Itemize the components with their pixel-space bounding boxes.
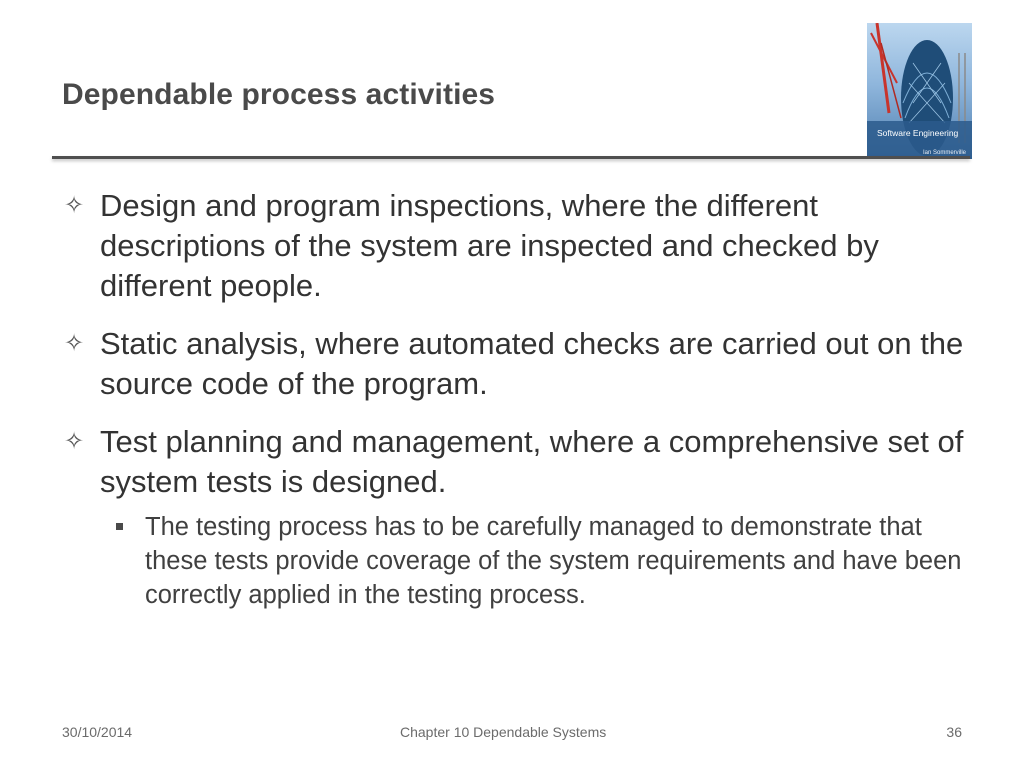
cover-title: Software Engineering: [877, 128, 959, 138]
footer-date: 30/10/2014: [62, 724, 133, 740]
footer-chapter: Chapter 10 Dependable Systems: [400, 724, 607, 740]
cover-author: Ian Sommerville: [922, 150, 966, 156]
slide-title: Dependable process activities: [62, 78, 496, 111]
sub-bullet-text: The testing process has to be carefully managed to demonstrate that these tests provide coverage of the system requirements and have been correctly applied in the testing process.: [145, 513, 962, 609]
bullet-item: [62, 422, 972, 502]
footer-page-number: 36: [946, 724, 962, 740]
bullet-text: Static analysis, where automated checks are carried out on the source code of the program.: [100, 326, 964, 401]
bullet-text: Test planning and management, where a comprehensive set of system tests is designed.: [100, 424, 964, 499]
bullet-item: [62, 324, 972, 404]
book-cover-image: [867, 23, 972, 159]
bullet-text: Design and program inspections, where the different descriptions of the system are inspected and checked by different people.: [100, 188, 879, 303]
square-bullet-icon: [116, 523, 123, 530]
star-bullet-icon: ✧: [64, 192, 85, 219]
sub-bullet-item: [62, 510, 972, 612]
slide-content: [62, 186, 972, 612]
title-divider: [52, 156, 970, 159]
bullet-item: [62, 186, 972, 306]
star-bullet-icon: ✧: [64, 428, 85, 455]
star-bullet-icon: ✧: [64, 330, 85, 357]
